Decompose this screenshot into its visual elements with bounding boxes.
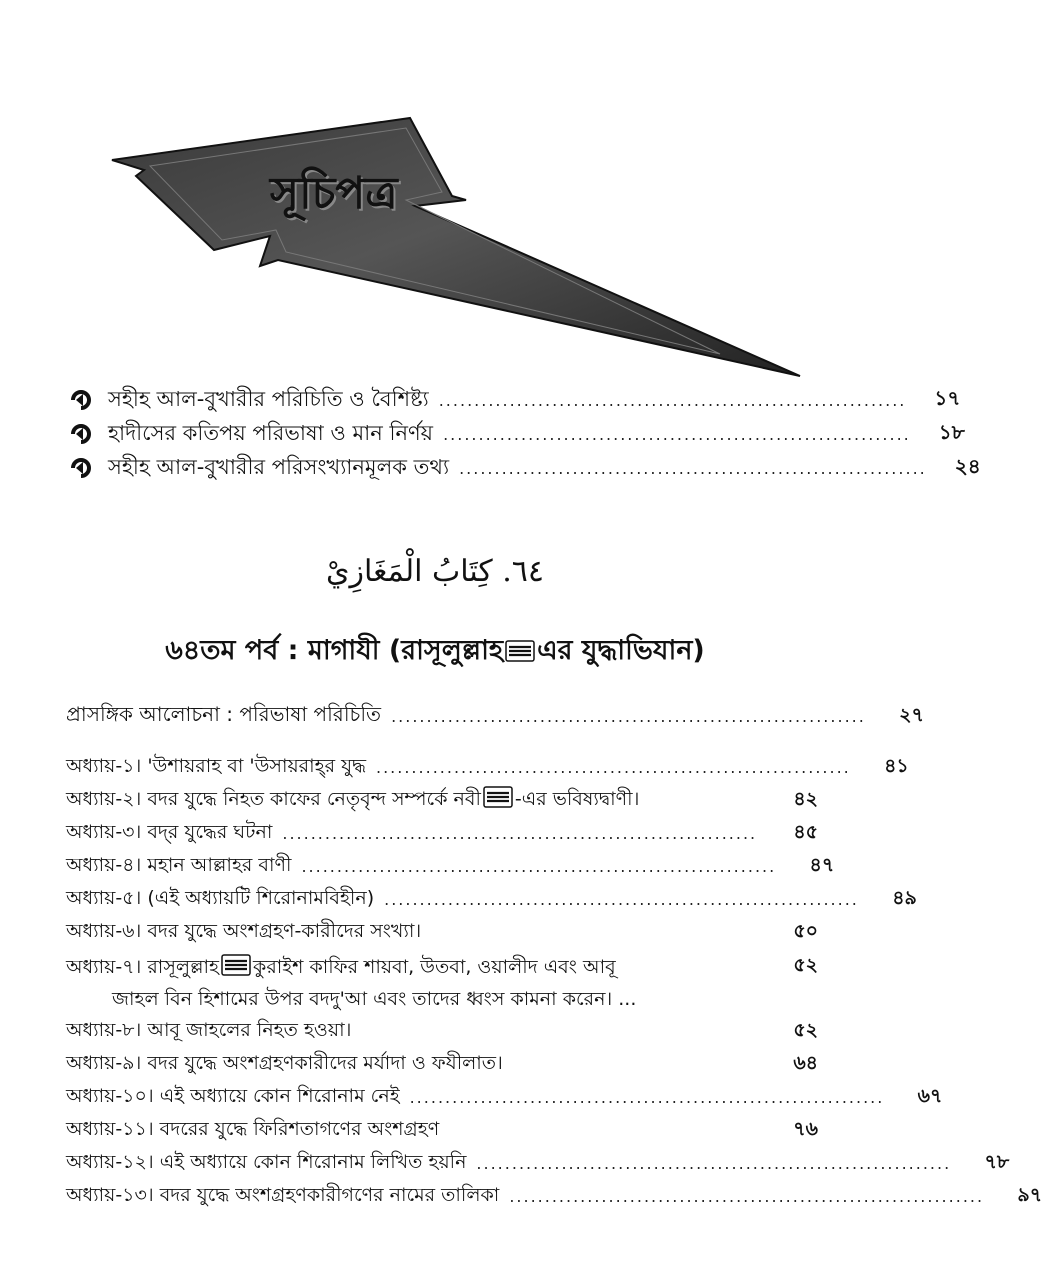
dot-leader: ................................................................... <box>509 1187 985 1206</box>
dot-leader: ................................................................... <box>391 707 866 726</box>
toc-row-text: অধ্যায়-৯। বদর যুদ্ধে অংশগ্রহণকারীদের মর্যাদা ও ফযীলাত। <box>66 1051 503 1074</box>
toc-row-text: অধ্যায়-৩। বদ্‌র যুদ্ধের ঘটনা <box>66 820 273 843</box>
arabic-heading: ٦٤. كِتَابُ الْمَغَازِيْ <box>326 554 544 589</box>
toc-row[interactable] <box>66 1114 818 1147</box>
toc-row[interactable] <box>66 916 818 949</box>
intro-item[interactable] <box>70 451 981 485</box>
intro-item-text: হাদীসের কতিপয় পরিভাষা ও মান নির্ণয় <box>108 420 434 445</box>
salutation-icon <box>221 953 251 977</box>
toc-row-text <box>66 785 639 817</box>
dot-leader: .................................................................. <box>443 424 911 444</box>
dot-leader: ................................................................... <box>376 758 851 777</box>
page-number: ১৮ <box>938 419 965 444</box>
title-banner <box>110 118 810 380</box>
toc-row-text: অধ্যায়-৮। আবূ জাহলের নিহত হওয়া। <box>66 1018 352 1041</box>
lightning-bolt-icon <box>110 118 810 380</box>
section-title-part1: ৬৪তম পর্ব : মাগাযী (রাসূলুল্লাহ <box>165 635 504 666</box>
toc-row-text: অধ্যায়-১১। বদরের যুদ্ধে ফিরিশতাগণের অংশগ্রহণ <box>66 1117 440 1140</box>
toc-row[interactable] <box>66 1081 943 1114</box>
dot-leader: ................................................................... <box>476 1154 952 1173</box>
page-number: ১৭ <box>934 385 961 410</box>
page-title: সূচিপত্র <box>270 168 398 219</box>
page-number: ৫০ <box>793 919 818 942</box>
dot-leader: ................................................................... <box>409 1088 885 1107</box>
toc-row-text: অধ্যায়-১। 'উশায়রাহ বা 'উসায়রাহ্‌র যুদ্ধ <box>66 754 366 777</box>
page-number: ৫২ <box>793 954 818 976</box>
toc-row-text-part2: কুরাইশ কাফির শায়বা, উতবা, ওয়ালীদ এবং আবূ <box>253 956 616 978</box>
toc-row-text-line2: জাহল বিন হিশামের উপর বদদু'আ এবং তাদের ধ্বংস কামনা করেন। ... <box>112 988 637 1010</box>
page-number: ৬৭ <box>917 1084 943 1107</box>
page-number: ২৭ <box>899 703 924 726</box>
section-title <box>70 630 800 675</box>
dot-leader: .................................................................. <box>438 390 907 410</box>
arrow-bullet-icon <box>70 423 92 445</box>
page-number: ৫২ <box>793 1018 818 1041</box>
toc-row-text-part1: অধ্যায়-২। বদর যুদ্ধে নিহত কাফের নেতৃবৃন্দ সম্পর্কে নবী <box>66 787 481 810</box>
intro-item-text: সহীহ আল-বুখারীর পরিচিতি ও বৈশিষ্ট্য <box>108 386 429 411</box>
toc-row[interactable] <box>66 850 835 883</box>
toc-row-text <box>66 951 766 1015</box>
toc-row-text: অধ্যায়-৬। বদর যুদ্ধে অংশগ্রহণ-কারীদের সংখ্যা। <box>66 919 422 942</box>
section-title-part2: এর যুদ্ধাভিযান) <box>537 635 705 666</box>
page-number: ২৪ <box>954 453 981 478</box>
toc-row-text: অধ্যায়-১৩। বদর যুদ্ধে অংশগ্রহণকারীগণের নামের তালিকা <box>66 1183 500 1206</box>
page-number: ৪৯ <box>892 886 917 909</box>
toc-row[interactable] <box>66 883 917 916</box>
toc-row[interactable] <box>66 1180 1042 1213</box>
salutation-icon <box>483 785 513 809</box>
page-number: ৭৬ <box>793 1117 818 1140</box>
dot-leader: ................................................................... <box>282 824 758 843</box>
toc-row[interactable] <box>66 784 818 817</box>
toc-row[interactable] <box>66 1015 818 1048</box>
intro-item-text: সহীহ আল-বুখারীর পরিসংখ্যানমূলক তথ্য <box>108 454 450 479</box>
toc-row[interactable] <box>66 1147 1010 1180</box>
page-number: ৪৭ <box>809 853 835 876</box>
intro-item[interactable] <box>70 417 965 451</box>
page-number: ৪১ <box>884 754 909 777</box>
toc-row-text: অধ্যায়-১০। এই অধ্যায়ে কোন শিরোনাম নেই <box>66 1084 400 1107</box>
dot-leader: ................................................................... <box>384 890 859 909</box>
toc-row-text: প্রাসঙ্গিক আলোচনা : পরিভাষা পরিচিতি <box>66 702 382 726</box>
table-of-contents <box>66 700 1042 1213</box>
arrow-bullet-icon <box>70 457 92 479</box>
toc-row[interactable] <box>66 751 909 784</box>
toc-row-text: অধ্যায়-১২। এই অধ্যায়ে কোন শিরোনাম লিখিত হয়নি <box>66 1150 467 1173</box>
toc-row[interactable] <box>66 817 818 850</box>
toc-row[interactable] <box>66 949 818 1015</box>
arrow-bullet-icon <box>70 389 92 411</box>
toc-row[interactable] <box>66 1048 818 1081</box>
dot-leader: ................................................................... <box>301 857 777 876</box>
toc-row[interactable] <box>66 700 924 733</box>
intro-list <box>70 383 981 485</box>
toc-row-text: অধ্যায়-৪। মহান আল্লাহর বাণী <box>66 853 292 876</box>
toc-row-text-part2: -এর ভবিষ্যদ্বাণী। <box>514 787 640 810</box>
page-number: ৭৮ <box>984 1150 1010 1173</box>
salutation-icon <box>505 639 535 663</box>
intro-item[interactable] <box>70 383 961 417</box>
page-number: ৬৪ <box>793 1051 818 1074</box>
page-number: ৪২ <box>793 787 818 810</box>
toc-row-text-part1: অধ্যায়-৭। রাসূলুল্লাহ <box>66 956 220 978</box>
page-number: ৯৭ <box>1017 1183 1042 1206</box>
toc-row-text: অধ্যায়-৫। (এই অধ্যায়টি শিরোনামবিহীন) <box>66 886 375 909</box>
dot-leader: .................................................................. <box>459 458 927 478</box>
page-number: ৪৫ <box>793 820 818 843</box>
